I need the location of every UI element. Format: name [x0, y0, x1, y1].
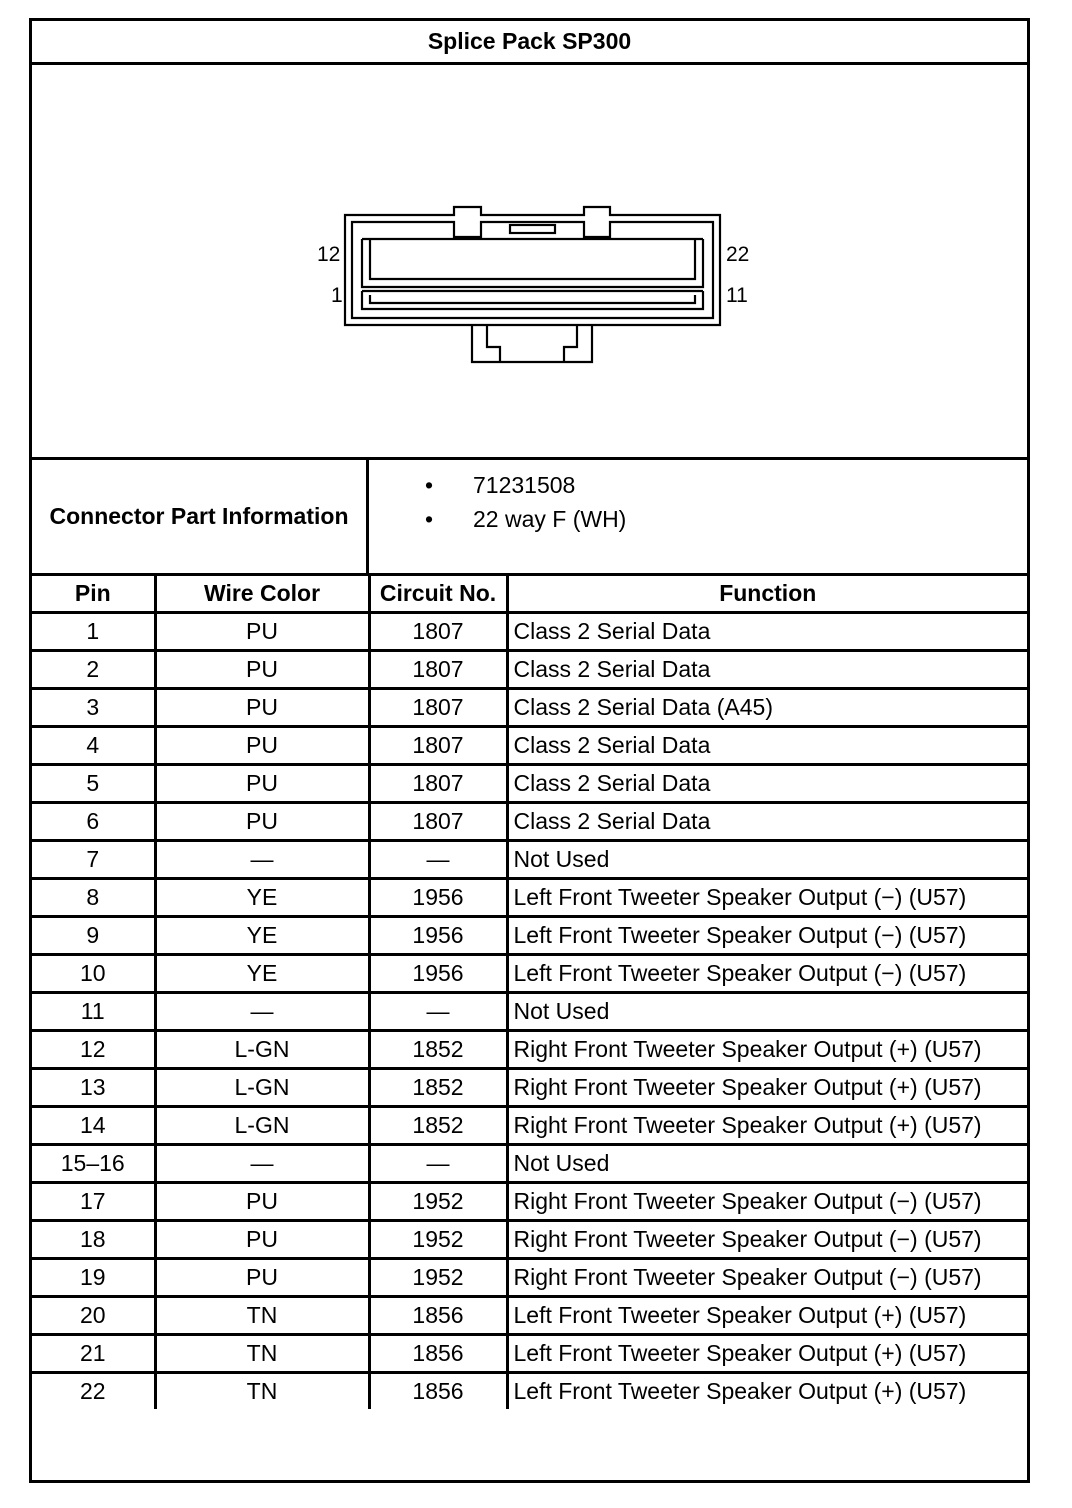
circuit-cell: 1952: [369, 1183, 507, 1221]
wire-color-cell: PU: [155, 1259, 369, 1297]
splice-pack-sheet: [29, 18, 1030, 1483]
pin-cell: 1: [32, 613, 155, 651]
circuit-cell: 1956: [369, 955, 507, 993]
wire-color-cell: TN: [155, 1335, 369, 1373]
wire-color-cell: PU: [155, 727, 369, 765]
connector-part-info: [32, 460, 1027, 576]
pin-cell: 19: [32, 1259, 155, 1297]
pin-cell: 11: [32, 993, 155, 1031]
connector-info-item: [369, 502, 1027, 536]
pin-cell: 7: [32, 841, 155, 879]
table-row: [32, 1107, 1027, 1145]
table-row: [32, 879, 1027, 917]
wire-color-cell: L-GN: [155, 1031, 369, 1069]
function-cell: Not Used: [507, 993, 1027, 1031]
wire-color-cell: —: [155, 841, 369, 879]
function-cell: Class 2 Serial Data: [507, 803, 1027, 841]
table-row: [32, 1031, 1027, 1069]
header-pin: Pin: [32, 576, 155, 613]
wire-color-cell: L-GN: [155, 1107, 369, 1145]
wire-color-cell: TN: [155, 1373, 369, 1410]
table-row: [32, 1221, 1027, 1259]
function-cell: Left Front Tweeter Speaker Output (+) (U57): [507, 1297, 1027, 1335]
function-cell: Right Front Tweeter Speaker Output (+) (U57): [507, 1069, 1027, 1107]
function-cell: Class 2 Serial Data: [507, 613, 1027, 651]
table-row: [32, 841, 1027, 879]
circuit-cell: 1807: [369, 651, 507, 689]
connector-diagram: [32, 65, 1027, 460]
table-header-row: [32, 576, 1027, 613]
table-row: [32, 689, 1027, 727]
wire-color-cell: YE: [155, 917, 369, 955]
function-cell: Left Front Tweeter Speaker Output (−) (U57): [507, 879, 1027, 917]
function-cell: Left Front Tweeter Speaker Output (+) (U57): [507, 1373, 1027, 1410]
pin-cell: 14: [32, 1107, 155, 1145]
pin-cell: 8: [32, 879, 155, 917]
wire-color-cell: TN: [155, 1297, 369, 1335]
circuit-cell: 1807: [369, 613, 507, 651]
pin-label-1: 1: [331, 284, 343, 307]
circuit-cell: 1856: [369, 1335, 507, 1373]
circuit-cell: 1852: [369, 1069, 507, 1107]
pin-cell: 3: [32, 689, 155, 727]
circuit-cell: —: [369, 1145, 507, 1183]
pin-cell: 21: [32, 1335, 155, 1373]
table-row: [32, 765, 1027, 803]
function-cell: Right Front Tweeter Speaker Output (−) (U57): [507, 1259, 1027, 1297]
pin-cell: 20: [32, 1297, 155, 1335]
pin-cell: 6: [32, 803, 155, 841]
header-wire-color: Wire Color: [155, 576, 369, 613]
bullet-icon: •: [425, 506, 434, 532]
circuit-cell: 1807: [369, 803, 507, 841]
function-cell: Right Front Tweeter Speaker Output (−) (U57): [507, 1221, 1027, 1259]
table-row: [32, 917, 1027, 955]
bullet-icon: •: [425, 472, 434, 498]
connector-info-label: Connector Part Information: [32, 460, 369, 573]
wire-color-cell: —: [155, 993, 369, 1031]
function-cell: Not Used: [507, 1145, 1027, 1183]
table-row: [32, 727, 1027, 765]
circuit-cell: 1807: [369, 765, 507, 803]
table-row: [32, 651, 1027, 689]
wire-color-cell: PU: [155, 613, 369, 651]
function-cell: Class 2 Serial Data: [507, 651, 1027, 689]
pin-rows: [32, 613, 1027, 1410]
circuit-cell: 1852: [369, 1107, 507, 1145]
wire-color-cell: —: [155, 1145, 369, 1183]
circuit-cell: 1956: [369, 879, 507, 917]
function-cell: Class 2 Serial Data: [507, 727, 1027, 765]
wire-color-cell: PU: [155, 689, 369, 727]
header-function: Function: [507, 576, 1027, 613]
pin-cell: 13: [32, 1069, 155, 1107]
function-cell: Not Used: [507, 841, 1027, 879]
circuit-cell: 1852: [369, 1031, 507, 1069]
table-row: [32, 993, 1027, 1031]
wire-color-cell: PU: [155, 803, 369, 841]
terminal-row-bottom: [362, 291, 703, 309]
circuit-cell: 1856: [369, 1297, 507, 1335]
circuit-cell: 1807: [369, 689, 507, 727]
function-cell: Left Front Tweeter Speaker Output (−) (U57): [507, 917, 1027, 955]
pin-label-12: 12: [317, 243, 341, 266]
circuit-cell: —: [369, 993, 507, 1031]
wire-color-cell: YE: [155, 879, 369, 917]
wire-color-cell: L-GN: [155, 1069, 369, 1107]
table-row: [32, 955, 1027, 993]
circuit-cell: 1856: [369, 1373, 507, 1410]
connector-info-list: [369, 460, 1027, 581]
connector-drawing: [32, 65, 1027, 457]
pin-label-11: 11: [726, 284, 748, 307]
table-row: [32, 1069, 1027, 1107]
pin-cell: 12: [32, 1031, 155, 1069]
wire-color-cell: PU: [155, 1221, 369, 1259]
table-row: [32, 1335, 1027, 1373]
table-row: [32, 1183, 1027, 1221]
function-cell: Class 2 Serial Data (A45): [507, 689, 1027, 727]
connector-info-item: [369, 468, 1027, 502]
function-cell: Right Front Tweeter Speaker Output (+) (U57): [507, 1031, 1027, 1069]
connector-top-latch: [510, 225, 555, 233]
table-row: [32, 1297, 1027, 1335]
circuit-cell: 1952: [369, 1259, 507, 1297]
table-row: [32, 1259, 1027, 1297]
pin-cell: 4: [32, 727, 155, 765]
pin-cell: 10: [32, 955, 155, 993]
table-row: [32, 1373, 1027, 1410]
circuit-cell: 1807: [369, 727, 507, 765]
table-row: [32, 1145, 1027, 1183]
wire-color-cell: PU: [155, 1183, 369, 1221]
pin-table: [32, 576, 1027, 1409]
table-row: [32, 613, 1027, 651]
table-row: [32, 803, 1027, 841]
circuit-cell: 1952: [369, 1221, 507, 1259]
connector-lock-tab: [472, 325, 592, 362]
pin-cell: 5: [32, 765, 155, 803]
function-cell: Right Front Tweeter Speaker Output (−) (U57): [507, 1183, 1027, 1221]
pin-cell: 2: [32, 651, 155, 689]
function-cell: Right Front Tweeter Speaker Output (+) (U57): [507, 1107, 1027, 1145]
wire-color-cell: PU: [155, 651, 369, 689]
connector-description: 22 way F (WH): [473, 506, 627, 532]
wire-color-cell: YE: [155, 955, 369, 993]
part-number: 71231508: [473, 472, 576, 498]
page-title: Splice Pack SP300: [32, 21, 1027, 65]
function-cell: Left Front Tweeter Speaker Output (+) (U57): [507, 1335, 1027, 1373]
wire-color-cell: PU: [155, 765, 369, 803]
function-cell: Class 2 Serial Data: [507, 765, 1027, 803]
function-cell: Left Front Tweeter Speaker Output (−) (U57): [507, 955, 1027, 993]
pin-cell: 9: [32, 917, 155, 955]
circuit-cell: —: [369, 841, 507, 879]
pin-cell: 22: [32, 1373, 155, 1410]
pin-cell: 18: [32, 1221, 155, 1259]
header-circuit-no: Circuit No.: [369, 576, 507, 613]
pin-label-22: 22: [726, 243, 750, 266]
pin-cell: 17: [32, 1183, 155, 1221]
pin-cell: 15–16: [32, 1145, 155, 1183]
circuit-cell: 1956: [369, 917, 507, 955]
